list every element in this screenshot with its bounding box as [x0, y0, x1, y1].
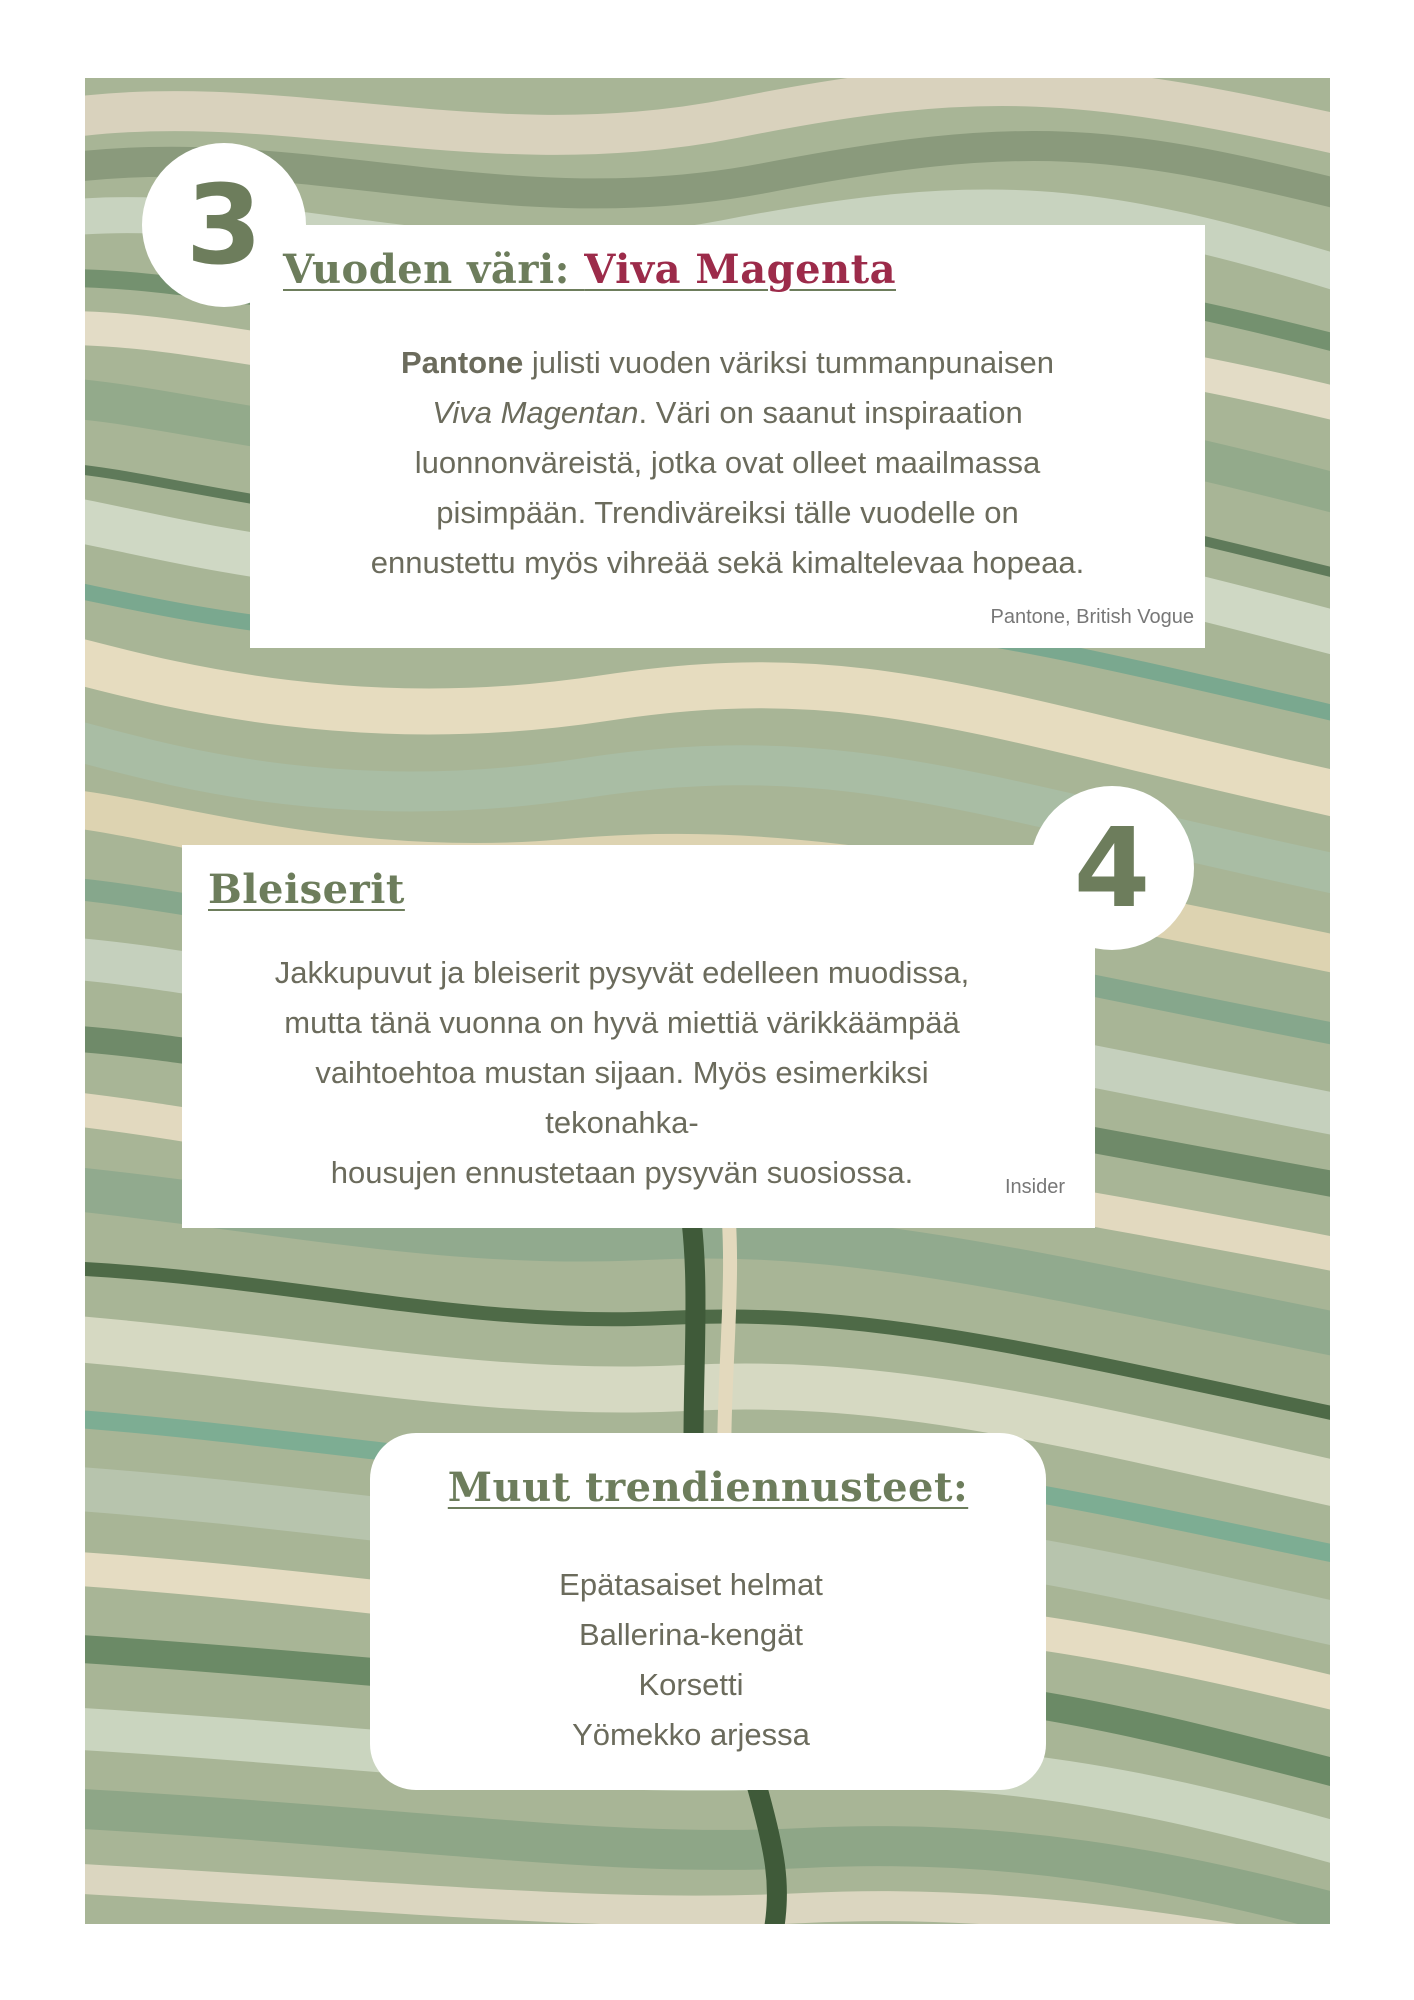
body-line: Jakkupuvut ja bleiserit pysyvät edelleen muodissa, — [274, 955, 970, 990]
body-line: vaihtoehtoa mustan sijaan. Myös esimerkiksi — [315, 1055, 929, 1090]
body-bold-lead: Pantone — [400, 345, 524, 380]
title-accent: Viva Magenta — [584, 246, 896, 293]
list-item: Epätasaiset helmat — [559, 1567, 823, 1602]
body-line: housujen ennustetaan pysyvän suosiossa. — [330, 1155, 914, 1190]
section-number-badge: 3 — [142, 143, 306, 307]
body-text: . Väri on saanut inspiraation — [638, 395, 1023, 430]
body-italic: Viva Magentan — [432, 395, 639, 430]
source-credit: Pantone, British Vogue — [990, 606, 1194, 628]
source-credit: Insider — [1005, 1176, 1066, 1198]
section-title — [283, 246, 896, 293]
list-item: Ballerina-kengät — [578, 1617, 804, 1652]
body-line: tekonahka- — [545, 1105, 699, 1140]
section-number-badge: 4 — [1030, 786, 1194, 950]
section-title: Bleiserit — [208, 866, 405, 913]
section-body — [250, 338, 1205, 588]
title-prefix: Vuoden väri: — [283, 246, 585, 293]
body-line: pisimpään. Trendiväreiksi tälle vuodelle on — [436, 495, 1019, 530]
other-trends-title: Muut trendiennusteet: — [447, 1464, 969, 1511]
section-body — [182, 948, 1062, 1198]
body-text: julisti vuoden väriksi tummanpunaisen — [523, 345, 1054, 380]
list-item: Yömekko arjessa — [572, 1717, 810, 1752]
other-trends-list — [370, 1560, 1012, 1760]
body-line: luonnonväreistä, jotka ovat olleet maailmassa — [414, 445, 1041, 480]
body-line: ennustettu myös vihreää sekä kimaltelevaa hopeaa. — [370, 545, 1085, 580]
list-item: Korsetti — [638, 1667, 744, 1702]
body-line: mutta tänä vuonna on hyvä miettiä värikkäämpää — [284, 1005, 960, 1040]
